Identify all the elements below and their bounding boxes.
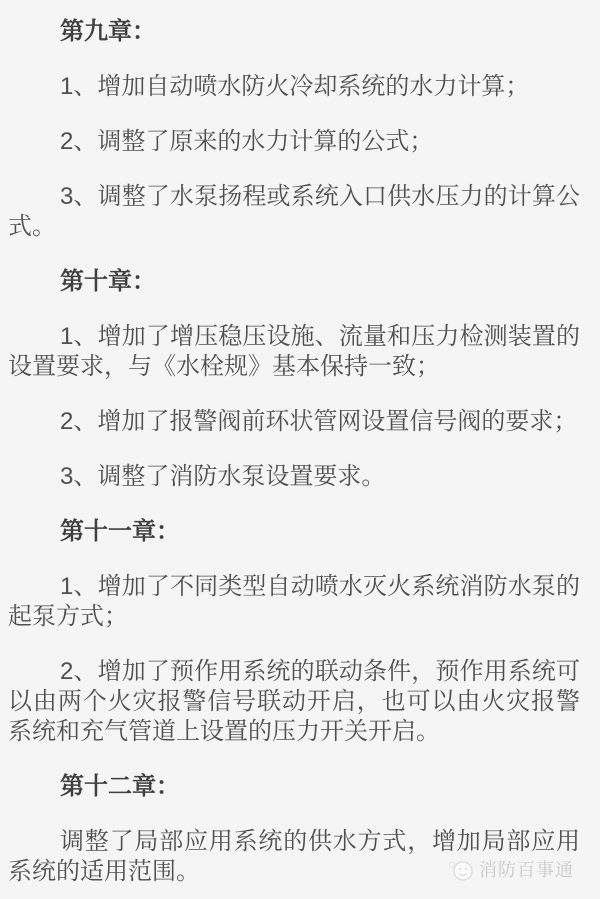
chapter-10-item-2: 2、增加了报警阀前环状管网设置信号阀的要求；	[60, 408, 578, 435]
chapter-11-item-2: 2、增加了预作用系统的联动条件，预作用系统可以由两个火灾报警信号联动开启，也可以由火灾报警系统和充气管道上设置的压力开关开启。	[8, 658, 580, 745]
chapter-10-item-1: 1、增加了增压稳压设施、流量和压力检测装置的设置要求，与《水栓规》基本保持一致；	[8, 323, 580, 380]
chapter-9-item-2: 2、调整了原来的水力计算的公式；	[60, 128, 434, 155]
chapter-10-heading: 第十章：	[60, 268, 156, 295]
chapter-9-item-3: 3、调整了水泵扬程或系统入口供水压力的计算公式。	[8, 183, 580, 240]
watermark-label: 消防百事通	[479, 860, 574, 880]
chapter-11-heading: 第十一章：	[60, 518, 180, 545]
chapter-9-item-1: 1、增加自动喷水防火冷却系统的水力计算；	[60, 73, 530, 100]
chapter-9-heading: 第九章：	[60, 18, 156, 45]
chapter-10-item-3: 3、调整了消防水泵设置要求。	[60, 463, 386, 490]
chapter-12-heading: 第十二章：	[60, 773, 180, 800]
chapter-12-item-1: 调整了局部应用系统的供水方式，增加局部应用系统的适用范围。	[8, 828, 580, 885]
watermark	[448, 858, 574, 882]
smiley-logo-icon	[448, 858, 474, 882]
chapter-11-item-1: 1、增加了不同类型自动喷水灭火系统消防水泵的起泵方式；	[8, 573, 580, 630]
